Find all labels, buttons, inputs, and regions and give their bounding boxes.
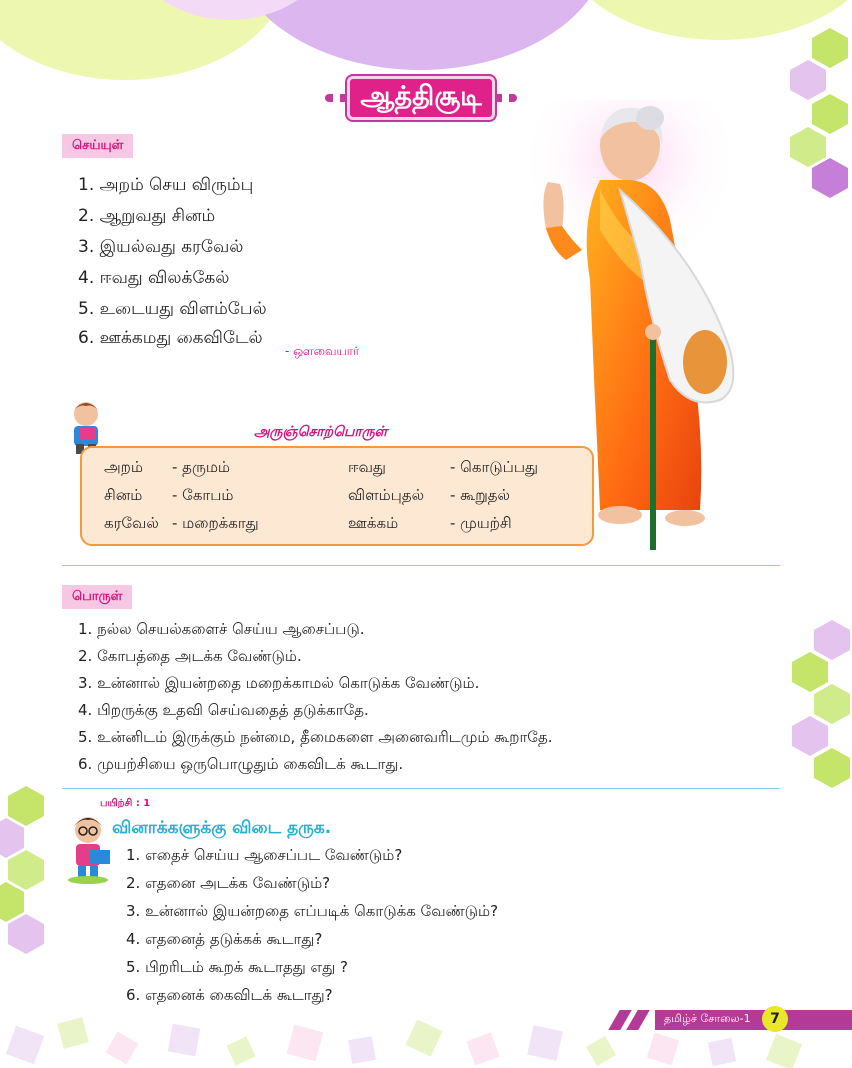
- question-item: 6. எதனைக் கைவிடக் கூடாது?: [126, 986, 333, 1004]
- top-arc-lime-right: [560, 0, 852, 40]
- hexagon-decoration: [8, 850, 44, 890]
- poem-line: 4. ஈவது விலக்கேல்: [78, 268, 230, 288]
- hexagon-decoration: [812, 28, 848, 68]
- glossary-meaning: - மறைக்காது: [172, 514, 259, 532]
- exercise-label: பயிற்சி : 1: [100, 798, 151, 809]
- top-arc-violet: [230, 0, 610, 70]
- page-title-banner: [325, 76, 517, 120]
- meaning-line: 6. முயற்சியை ஒருபொழுதும் கைவிடக் கூடாது.: [78, 755, 404, 773]
- question-item: 3. உன்னால் இயன்றதை எப்படிக் கொடுக்க வேண்டும்?: [126, 902, 499, 920]
- title-box: [347, 76, 495, 120]
- hexagon-decoration: [814, 748, 850, 788]
- hexagon-decoration: [8, 786, 44, 826]
- glossary-meaning: - கோபம்: [172, 486, 234, 504]
- meaning-section-label: பொருள்: [62, 585, 132, 609]
- poem-line: 3. இயல்வது கரவேல்: [78, 237, 244, 257]
- student-with-book-illustration: [64, 814, 118, 884]
- poem-section-label: செய்யுள்: [62, 134, 133, 158]
- hexagon-decoration: [814, 620, 850, 660]
- exercise-title: வினாக்களுக்கு விடை தருக.: [112, 818, 332, 838]
- hexagon-decoration: [792, 652, 828, 692]
- glossary-word: அறம்: [104, 458, 143, 476]
- poem-author: - ஔவையார்: [285, 344, 360, 358]
- meaning-line: 2. கோபத்தை அடக்க வேண்டும்.: [78, 647, 302, 665]
- hexagon-decoration: [792, 716, 828, 756]
- question-item: 5. பிறரிடம் கூறக் கூடாதது எது ?: [126, 958, 348, 976]
- question-item: 1. எதைச் செய்ய ஆசைப்பட வேண்டும்?: [126, 846, 403, 864]
- hexagon-decoration: [812, 94, 848, 134]
- title-ornament: [333, 91, 340, 105]
- hexagon-decoration: [812, 158, 848, 198]
- page-number: 7: [762, 1006, 788, 1032]
- page-title: ஆத்திசூடி: [360, 80, 482, 112]
- glossary-word: விளம்புதல்: [348, 486, 425, 504]
- hexagon-decoration: [8, 914, 44, 954]
- glossary-word: ஊக்கம்: [348, 514, 399, 532]
- meaning-line: 3. உன்னால் இயன்றதை மறைக்காமல் கொடுக்க வேண்டும்.: [78, 674, 480, 692]
- poem-line: 5. உடையது விளம்பேல்: [78, 299, 267, 319]
- hexagon-decoration: [814, 684, 850, 724]
- section-divider: [62, 565, 780, 566]
- glossary-word: கரவேல்: [104, 514, 159, 532]
- hexagon-decoration: [790, 60, 826, 100]
- section-divider: [62, 788, 780, 789]
- question-item: 2. எதனை அடக்க வேண்டும்?: [126, 874, 331, 892]
- meaning-line: 5. உன்னிடம் இருக்கும் நன்மை, தீமைகளை அனைவரிடமும் கூறாதே.: [78, 728, 553, 746]
- glossary-word: ஈவது: [348, 458, 386, 476]
- glossary-meaning: - தருமம்: [172, 458, 230, 476]
- glossary-meaning: - கொடுப்பது: [450, 458, 539, 476]
- meaning-line: 4. பிறருக்கு உதவி செய்வதைத் தடுக்காதே.: [78, 701, 369, 719]
- poem-line: 6. ஊக்கமது கைவிடேல்: [78, 328, 263, 348]
- glossary-meaning: - முயற்சி: [450, 514, 512, 532]
- footer-book-title: தமிழ்ச் சோலை-1: [664, 1012, 751, 1025]
- question-item: 4. எதனைத் தடுக்கக் கூடாது?: [126, 930, 323, 948]
- meaning-line: 1. நல்ல செயல்களைச் செய்ய ஆசைப்படு.: [78, 620, 365, 638]
- hexagon-decoration: [0, 818, 24, 858]
- glossary-meaning: - கூறுதல்: [450, 486, 510, 504]
- glossary-word: சினம்: [104, 486, 143, 504]
- poem-line: 2. ஆறுவது சினம்: [78, 206, 216, 226]
- glossary-title: அருஞ்சொற்பொருள்: [254, 424, 388, 440]
- poem-line: 1. அறம் செய விரும்பு: [78, 175, 254, 195]
- hexagon-decoration: [790, 127, 826, 167]
- hexagon-decoration: [0, 882, 24, 922]
